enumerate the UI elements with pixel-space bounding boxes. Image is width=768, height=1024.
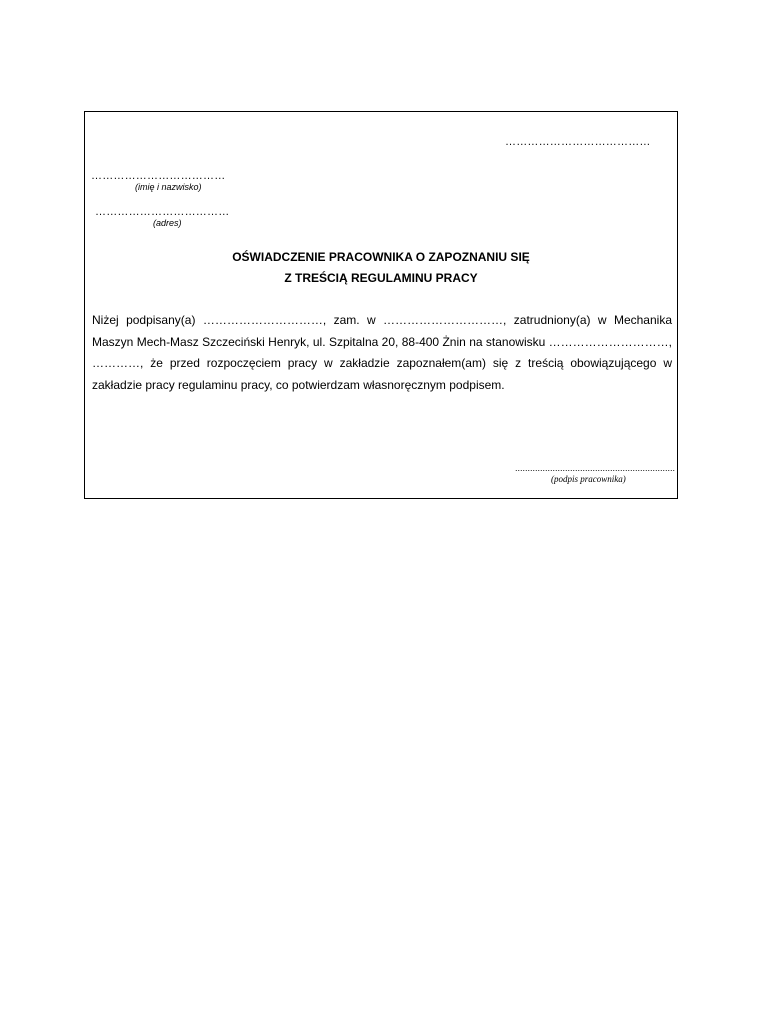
document-title-line-2: Z TREŚCIĄ REGULAMINU PRACY: [284, 271, 478, 285]
address-caption: (adres): [153, 218, 182, 228]
document-title-line-1: OŚWIADCZENIE PRACOWNIKA O ZAPOZNANIU SIĘ: [232, 250, 530, 264]
address-placeholder: ………………………………: [95, 206, 230, 218]
signature-placeholder: ................................................................: [515, 463, 676, 473]
signature-caption: (podpis pracownika): [551, 474, 626, 484]
statement-form: [84, 111, 678, 499]
name-placeholder: ………………………………: [91, 170, 226, 182]
date-placeholder: …………………………………: [505, 136, 651, 148]
name-caption: (imię i nazwisko): [135, 182, 202, 192]
statement-body: Niżej podpisany(a) …………………………, zam. w …………………………, zatrudniony(a) w Mechanika Maszyn Mech-Masz Szczeciński Henryk, ul. Szpitalna 20, 88-400 Żnin na stanowisku …………………………, …………, że przed rozpoczęciem pracy w zakładzie zapoznałem(am) się z treścią obowiązującego w zakładzie pracy regulaminu pracy, co potwierdzam własnoręcznym podpisem.: [92, 313, 672, 392]
